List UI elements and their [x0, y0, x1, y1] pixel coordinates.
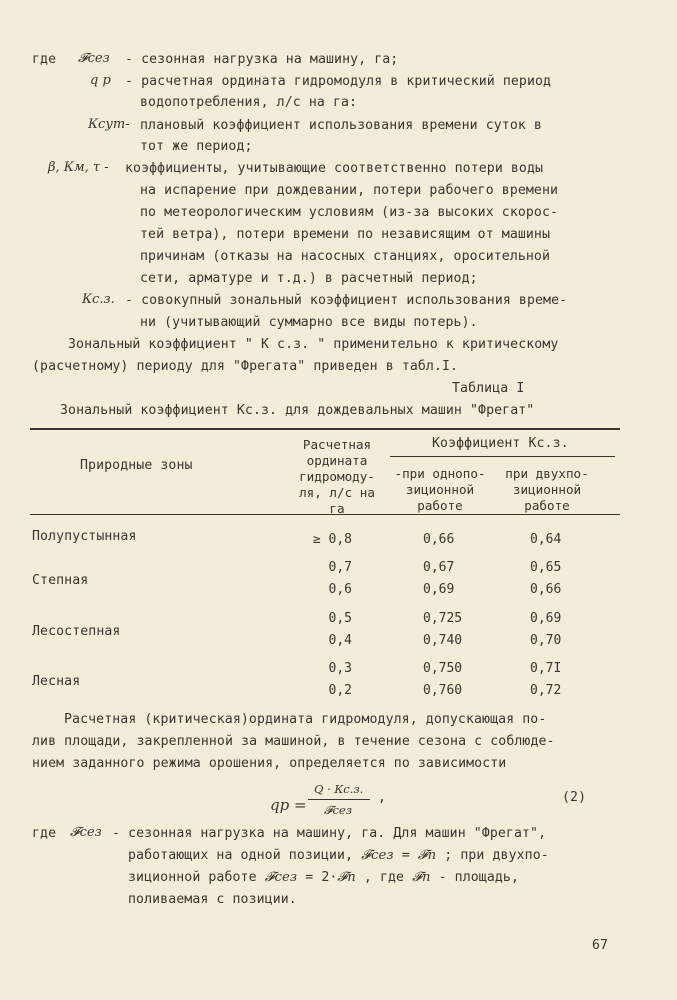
definition-line: плановый коэффициент использования времени суток в — [140, 118, 542, 133]
table-number: Таблица I — [452, 381, 525, 396]
paragraph-line: нием заданного режима орошения, определяется по зависимости — [32, 756, 507, 771]
zone-label: Полупустынная — [32, 529, 137, 544]
definition-line: по метеорологическим условиям (из-за высоких скорос- — [140, 205, 559, 220]
formula-comma: , — [378, 790, 387, 805]
symbol-fsez: 𝓕сез — [70, 825, 102, 840]
header-ordinate: Расчетная ордината гидромоду- ля, л/с на га — [299, 437, 375, 516]
symbol-ksut: Ксут- — [88, 117, 130, 132]
formula-lhs: qр = — [270, 796, 307, 814]
symbol-ksz: Кс.з. — [82, 292, 115, 307]
paragraph-line: Зональный коэффициент " К с.з. " применительно к критическому — [68, 337, 559, 352]
header-coefficient: Коэффициент Кс.з. — [432, 436, 569, 451]
where-label: где — [32, 826, 57, 841]
definition-line: - сезонная нагрузка на машину, га. Для машин "Фрегат", — [112, 826, 547, 841]
formula-number: (2) — [562, 790, 587, 805]
paragraph-line: лив площади, закрепленной за машиной, в течение сезона с соблюде- — [32, 734, 555, 749]
coef-two-value: 0,72 — [530, 683, 562, 698]
ordinate-value: ≥ 0,8 — [312, 532, 352, 547]
symbol-fsez: 𝓕сез — [78, 51, 110, 66]
coef-one-value: 0,69 — [423, 582, 455, 597]
coef-one-value: 0,760 — [423, 683, 463, 698]
formula-denominator: 𝓕сез — [324, 803, 353, 817]
definition-line: ни (учитывающий суммарно все виды потерь). — [140, 315, 478, 330]
definition-line: причинам (отказы на насосных станциях, оросительной — [140, 249, 551, 264]
definition-line: работающих на одной позиции, 𝓕сез = 𝓕п ; при двухпо- — [128, 848, 549, 863]
definition-line: сети, арматуре и т.д.) в расчетный период; — [140, 271, 478, 286]
definition-line: - совокупный зональный коэффициент использования време- — [125, 293, 568, 308]
coef-one-value: 0,725 — [423, 611, 463, 626]
definition-line: тей ветра), потери времени по независящим от машины — [140, 227, 551, 242]
paragraph-line: (расчетному) периоду для "Фрегата" приведен в табл.I. — [32, 359, 459, 374]
coef-two-value: 0,70 — [530, 633, 562, 648]
formula-fraction-bar — [308, 799, 370, 800]
coef-one-value: 0,66 — [423, 532, 455, 547]
where-label: где — [32, 52, 57, 67]
zone-label: Лесная — [32, 674, 81, 689]
ordinate-value: 0,4 — [328, 633, 352, 648]
formula-numerator: Q · Кс.з. — [314, 782, 364, 796]
table-title: Зональный коэффициент Кс.з. для дождевальных машин "Фрегат" — [60, 403, 535, 418]
symbol-beta-km-tau: β, Км, τ - — [48, 160, 109, 175]
coef-two-value: 0,7I — [530, 661, 562, 676]
coef-two-value: 0,64 — [530, 532, 562, 547]
coef-one-value: 0,740 — [423, 633, 463, 648]
definition-line: на испарение при дождевании, потери рабочего времени — [140, 183, 559, 198]
definition-line: поливаемая с позиции. — [128, 892, 297, 907]
paragraph-line: Расчетная (критическая)ордината гидромодуля, допускающая по- — [64, 712, 547, 727]
symbol-qp: q р — [90, 73, 111, 88]
ordinate-value: 0,2 — [328, 683, 352, 698]
ordinate-value: 0,6 — [328, 582, 352, 597]
table-top-rule — [30, 428, 620, 430]
zone-label: Степная — [32, 573, 89, 588]
header-sub-rule — [390, 456, 615, 457]
ordinate-value: 0,5 — [328, 611, 352, 626]
ordinate-value: 0,7 — [328, 560, 352, 575]
header-zones: Природные зоны — [80, 458, 193, 473]
coef-two-value: 0,66 — [530, 582, 562, 597]
page-number: 67 — [592, 938, 609, 953]
zone-label: Лесостепная — [32, 624, 121, 639]
definition-line: - сезонная нагрузка на машину, га; — [125, 52, 399, 67]
header-two-position: при двухпо- зиционной работе — [505, 466, 589, 513]
coef-two-value: 0,69 — [530, 611, 562, 626]
coef-one-value: 0,67 — [423, 560, 455, 575]
header-one-position: -при однопо- зиционной работе — [394, 466, 486, 513]
definition-line: тот же период; — [140, 139, 253, 154]
coef-two-value: 0,65 — [530, 560, 562, 575]
coef-one-value: 0,750 — [423, 661, 463, 676]
definition-line: - расчетная ордината гидромодуля в критический период — [125, 74, 552, 89]
definition-line: водопотребления, л/с на га: — [140, 95, 358, 110]
ordinate-value: 0,3 — [328, 661, 352, 676]
definition-line: коэффициенты, учитывающие соответственно потери воды — [125, 161, 544, 176]
definition-line: зиционной работе 𝓕сез = 2·𝓕п , где 𝓕п - площадь, — [128, 870, 519, 885]
